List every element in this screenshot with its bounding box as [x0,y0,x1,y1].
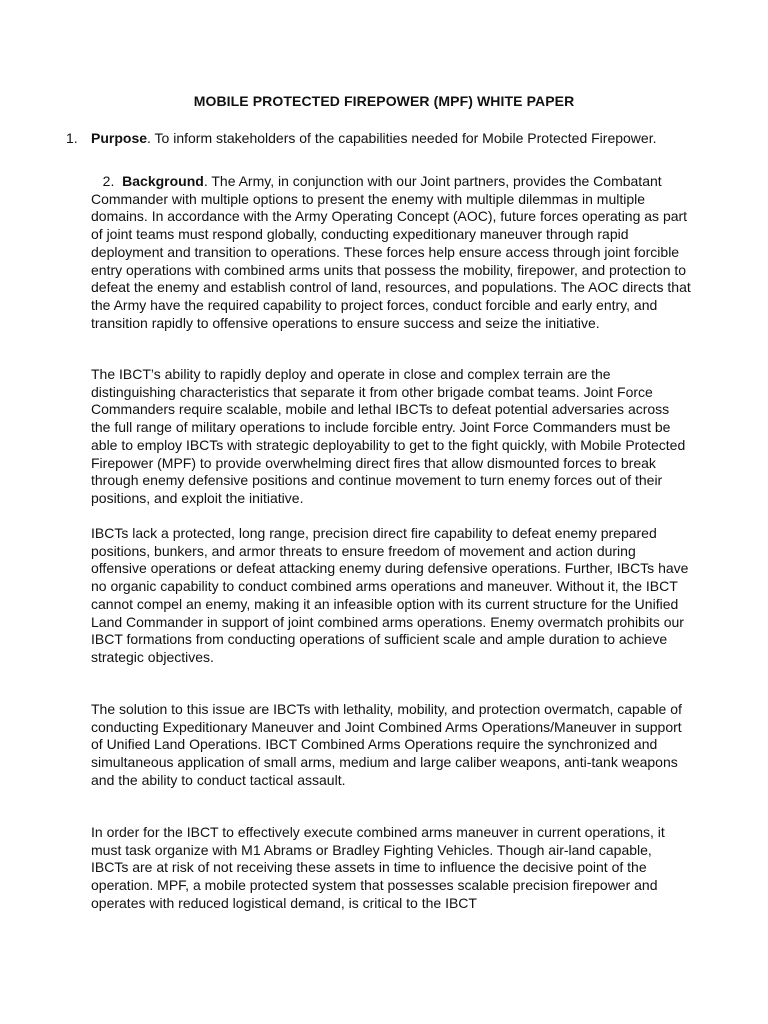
paragraph-ibct-capabilities: The IBCT’s ability to rapidly deploy and operate in close and complex terrain are the distinguishing characteristics that separate it from other brigade combat teams. Joint Force Commanders require scalable, mobile and lethal IBCTs to defeat potential adversaries across the full range of military operations to include forcible entry. Joint Force Commanders must be able to employ IBCTs with strategic deployability to get to the fight quickly, with Mobile Protected Firepower (MPF) to provide overwhelming direct fires that allow dismounted forces to break through enemy defensive positions and continue movement to turn enemy forces out of their positions, and exploit the initiative. [91,366,686,506]
section-heading: Background [122,173,204,189]
section-heading: Purpose [91,130,148,146]
section-purpose-text [91,129,706,147]
document-title: MOBILE PROTECTED FIREPOWER (MPF) WHITE PAPER [193,93,575,109]
paragraph-task-organization: In order for the IBCT to effectively execute combined arms maneuver in current operations, it must task organize with M1 Abrams or Bradley Fighting Vehicles. Though air-land capable, IBCTs are at risk of not receiving these assets in time to influence the decisive point of the operation. MPF, a mobile protected system that possesses scalable precision firepower and operates with reduced logistical demand, is critical to the IBCT [91,824,665,911]
section-number: 2. [102,173,115,189]
section-background [91,173,691,332]
paragraph-ibct-gaps: IBCTs lack a protected, long range, precision direct fire capability to defeat enemy prepared positions, bunkers, and armor threats to ensure freedom of movement and action during offensive operations or defeat attacking enemy during defensive operations. Further, IBCTs have no organic capability to conduct combined arms operations and maneuver. Without it, the IBCT cannot compel an enemy, making it an infeasible option with its current structure for the Unified Land Commander in support of joint combined arms operations. Enemy overmatch prohibits our IBCT formations from conducting operations of sufficient scale and ample duration to achieve strategic objectives. [91,525,689,665]
section-number: 1. [66,130,78,146]
section-purpose [66,129,706,147]
section-body: . To inform stakeholders of the capabilities needed for Mobile Protected Firepower. [147,130,657,146]
paragraph-solution: The solution to this issue are IBCTs with lethality, mobility, and protection overmatch, capable of conducting Expeditionary Maneuver and Joint Combined Arms Operations/Maneuver in support of Unified Land Operations. IBCT Combined Arms Operations require the synchronized and simultaneous application of small arms, medium and large caliber weapons, anti-tank weapons and the ability to conduct tactical assault. [91,701,682,788]
section-body: . The Army, in conjunction with our Joint partners, provides the Combatant Commander with multiple options to present the enemy with multiple dilemmas in multiple domains. In accordance with the Army Operating Concept (AOC), future forces operating as part of joint teams must respond globally, conducting expeditionary maneuver through rapid deployment and transition to operations. These forces help ensure access through joint forcible entry operations with combined arms units that possess the mobility, firepower, and protection to defeat the enemy and establish control of land, resources, and populations. The AOC directs that the Army have the required capability to project forces, conduct forcible and early entry, and transition rapidly to offensive operations to ensure success and seize the initiative. [91,173,691,331]
